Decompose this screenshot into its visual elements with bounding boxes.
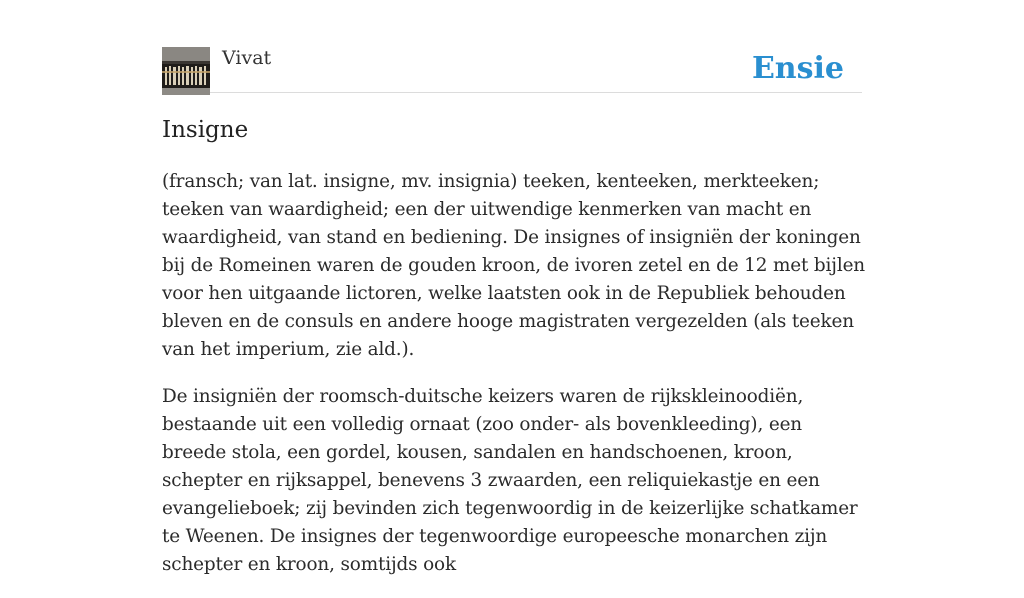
- entry-paragraph: (fransch; van lat. insigne, mv. insignia) teeken, kenteeken, merkteeken; teeken van waardigheid; een der uitwendige kenmerken van macht en waardigheid, van stand en bediening. De insignes of insigniën der koningen bij de Romeinen waren de gouden kroon, de ivoren zetel en de 12 met bijlen voor hen uitgaande lictoren, welke laatsten ook in de Republiek behouden bleven en de consuls en andere hooge magistraten vergezelden (als teeken van het imperium, zie ald.).: [162, 171, 866, 360]
- ensie-logo-link[interactable]: Ensie: [751, 51, 844, 86]
- book-spines-avatar-icon[interactable]: [162, 47, 210, 95]
- source-name-link[interactable]: Vivat: [222, 47, 272, 69]
- header: [162, 46, 862, 93]
- entry-body: [162, 168, 868, 598]
- entry-paragraph: De insigniën der roomsch-duitsche keizers waren de rijkskleinoodiën, bestaande uit een volledig ornaat (zoo onder- als bovenkleeding), een breede stola, een gordel, kousen, sandalen en handschoenen, kroon, schepter en rijksappel, benevens 3 zwaarden, een reliquiekastje en een evangelieboek; zij bevinden zich tegenwoordig in de keizerlijke schatkamer te Weenen. De insignes der tegenwoordige europeesche monarchen zijn schepter en kroon, somtijds ook: [162, 386, 858, 575]
- entry-title: Insigne: [162, 117, 249, 143]
